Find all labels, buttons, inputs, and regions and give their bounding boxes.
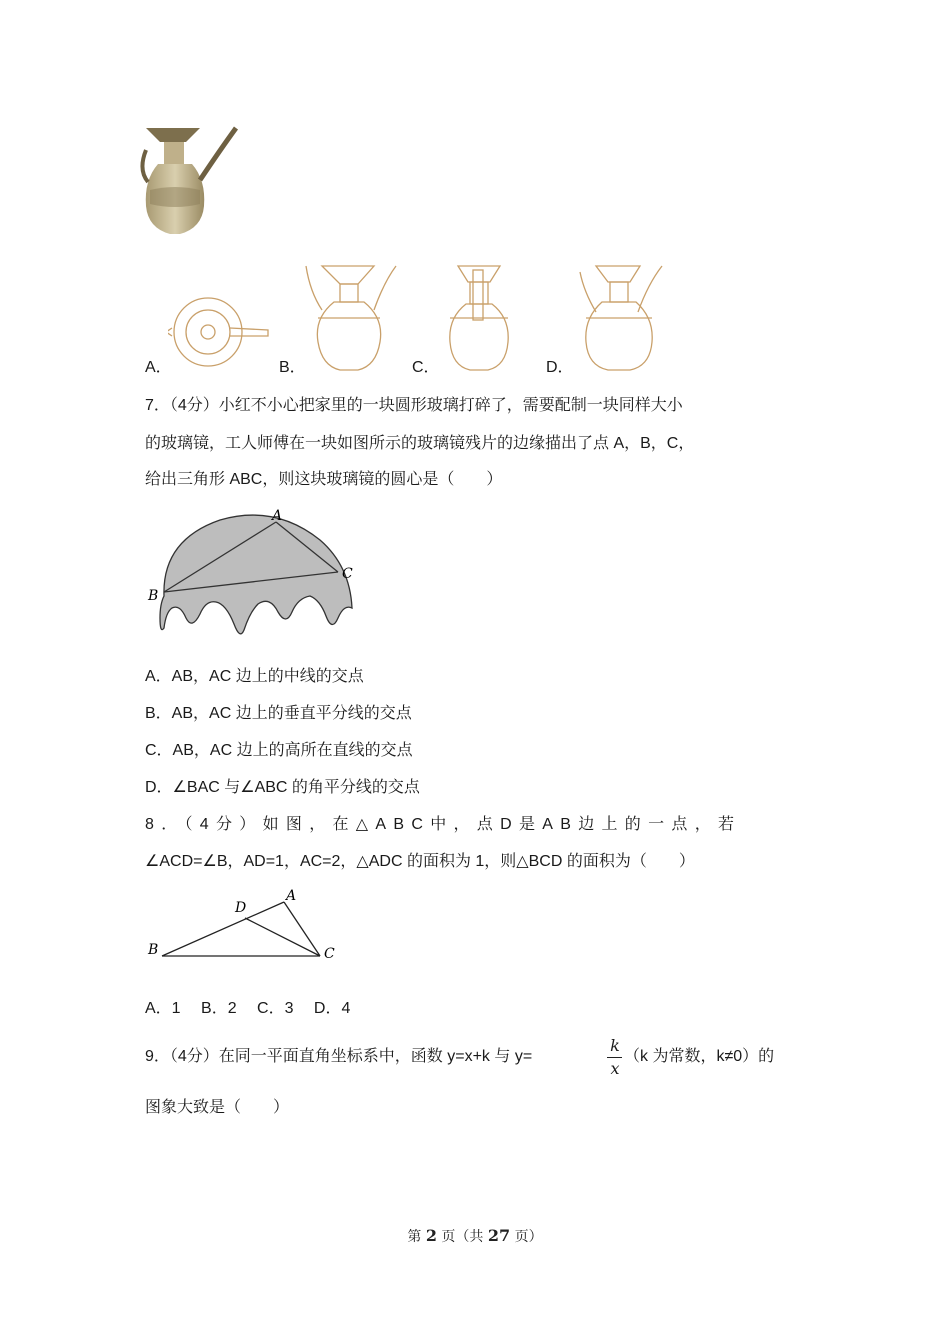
q9-stem-line2: 图象大致是（ ） [145, 1099, 290, 1116]
q8-label-d: D [235, 900, 247, 916]
teapot-photo [140, 120, 240, 238]
page-footer [0, 1226, 950, 1246]
q9-stem-line1-before: 9．（4分）在同一平面直角坐标系中，函数 y=x+k 与 y= [145, 1048, 533, 1065]
q7-stem-line3: 给出三角形 ABC，则这块玻璃镜的圆心是（ ） [145, 471, 503, 488]
footer-total-pages: 27 [487, 1226, 511, 1245]
q7-label-c: C [342, 566, 353, 582]
footer-prefix: 第 [407, 1229, 426, 1245]
q7-option-a[interactable]: A．AB，AC 边上的中线的交点 [145, 668, 364, 685]
q8-triangle-figure [140, 882, 350, 967]
option-c-side-view [440, 262, 520, 379]
q8-label-b: B [148, 942, 159, 958]
q9-stem-line1-after: （k 为常数，k≠0）的 [624, 1048, 775, 1065]
footer-page-number: 2 [425, 1226, 437, 1245]
q9-fraction-denominator: x [610, 1059, 620, 1078]
q6-option-d[interactable]: D． [546, 359, 574, 376]
q7-stem-line2: 的玻璃镜，工人师傅在一块如图所示的玻璃镜残片的边缘描出了点 A，B，C， [145, 435, 695, 452]
q6-option-c[interactable]: C． [412, 359, 440, 376]
q8-stem-line1: 8．（4分）如图，在△ABC中，点D是AB边上的一点，若 [145, 816, 742, 833]
q9-fraction-bar [607, 1057, 622, 1058]
q7-option-c[interactable]: C．AB，AC 边上的高所在直线的交点 [145, 742, 413, 759]
footer-mid: 页（共 [436, 1229, 488, 1245]
option-d-front-view [578, 262, 668, 379]
q7-glass-fragment-figure [140, 500, 370, 655]
q7-label-a: A [272, 508, 283, 524]
q9-fraction-numerator: k [610, 1036, 620, 1055]
q6-option-a[interactable]: A． [145, 359, 172, 376]
footer-suffix: 页） [510, 1229, 543, 1245]
option-a-top-view [168, 288, 273, 375]
q7-label-b: B [148, 588, 159, 604]
q7-stem-line1: 7．（4分）小红不小心把家里的一块圆形玻璃打碎了，需要配制一块同样大小 [145, 397, 683, 414]
q7-option-d[interactable]: D．∠BAC 与∠ABC 的角平分线的交点 [145, 779, 420, 796]
q6-option-b[interactable]: B． [279, 359, 306, 376]
q8-label-a: A [286, 888, 297, 904]
q8-stem-line2: ∠ACD=∠B，AD=1，AC=2，△ADC 的面积为 1，则△BCD 的面积为（ ） [145, 853, 695, 870]
option-b-front-view [300, 262, 400, 379]
q8-options[interactable]: A．1 B．2 C．3 D．4 [145, 1000, 351, 1017]
q8-label-c: C [324, 946, 335, 962]
q7-option-b[interactable]: B．AB，AC 边上的垂直平分线的交点 [145, 705, 412, 722]
